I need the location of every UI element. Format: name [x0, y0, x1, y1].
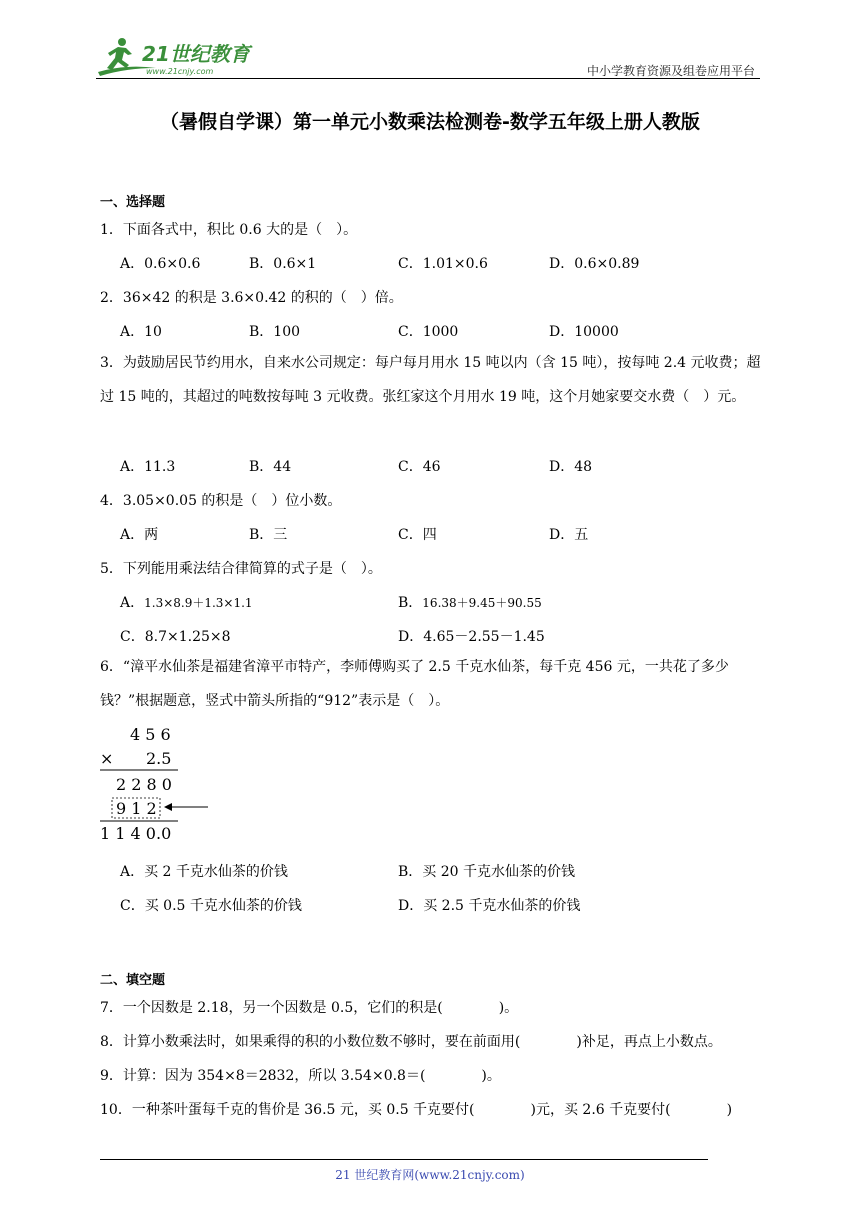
q5-option-d-label: D．	[398, 629, 424, 645]
q8-text: 8．计算小数乘法时，如果乘得的积的小数位数不够时，要在前面用( )补足，再点上小数点。	[100, 1034, 722, 1050]
section-fill-heading: 二、填空题	[100, 973, 166, 988]
section-choice-heading: 一、选择题	[100, 195, 166, 210]
q5-option-b-expr: 16.38＋9.45＋90.55	[422, 596, 542, 610]
q6-option-a: A．买 2 千克水仙茶的价钱	[120, 864, 288, 880]
q1-option-a: A．0.6×0.6	[120, 256, 201, 272]
q5-option-d-expr: 4.65－2.55－1.45	[423, 629, 545, 645]
q4-option-a: A．两	[120, 527, 159, 543]
q5-option-a-expr: 1.3×8.9＋1.3×1.1	[144, 596, 253, 610]
q2-option-a: A．10	[120, 324, 162, 340]
q9-text: 9．计算：因为 354×8＝2832，所以 3.54×0.8＝( )。	[100, 1068, 501, 1084]
q2-option-d: D．10000	[549, 324, 619, 340]
q5-text: 5．下列能用乘法结合律简算的式子是（ ）。	[100, 561, 382, 577]
q2-option-c: C．1000	[398, 324, 459, 340]
q1-text: 1．下面各式中，积比 0.6 大的是（ ）。	[100, 222, 358, 238]
footer-divider	[100, 1159, 708, 1160]
q3-text: 3．为鼓励居民节约用水，自来水公司规定：每户每月用水 15 吨以内（含 15 吨），按每吨 2.4 元收费；超过 15 吨的，其超过的吨数按每吨 3 元收费。张红家这个月用水 19 吨，这个月她家要交水费（ ）元。	[100, 355, 761, 405]
q10-text: 10．一种茶叶蛋每千克的售价是 36.5 元，买 0.5 千克要付( )元，买 2.6 千克要付( )	[100, 1102, 733, 1118]
q6-option-b: B．买 20 千克水仙茶的价钱	[398, 864, 576, 880]
q4-option-b: B．三	[249, 527, 288, 543]
q3-option-c: C．46	[398, 459, 441, 475]
calc-times-sign: ×	[100, 749, 114, 768]
q6-option-d: D．买 2.5 千克水仙茶的价钱	[398, 898, 581, 914]
arrow-left-icon	[164, 803, 208, 811]
q3-option-d: D．48	[549, 459, 593, 475]
q1-option-b: B．0.6×1	[249, 256, 317, 272]
q5-option-b-label: B．	[398, 595, 423, 611]
logo-url: www.21cnjy.com	[146, 67, 214, 76]
q6-option-c: C．买 0.5 千克水仙茶的价钱	[120, 898, 302, 914]
header-platform-text: 中小学教育资源及组卷应用平台	[586, 64, 755, 78]
q5-option-c: C．8.7×1.25×8	[120, 629, 231, 645]
calc-partial-2: 9 1 2	[116, 799, 157, 818]
q5-option-a-label: A．	[120, 595, 145, 611]
footer-text: 21 世纪教育网(www.21cnjy.com)	[335, 1168, 525, 1182]
q4-text: 4．3.05×0.05 的积是（ ）位小数。	[100, 493, 342, 509]
calc-multiplicand: 4 5 6	[130, 725, 171, 744]
q2-option-b: B．100	[249, 324, 301, 340]
logo-text: 21世纪教育	[142, 42, 250, 66]
vertical-multiplication	[98, 722, 222, 844]
calc-product: 1 1 4 0.0	[100, 824, 172, 843]
calc-multiplier: 2.5	[146, 749, 172, 768]
logo	[96, 34, 266, 78]
q3-option-b: B．44	[249, 459, 292, 475]
q4-option-c: C．四	[398, 527, 437, 543]
q6-text: 6．“漳平水仙茶是福建省漳平市特产，李师傅购买了 2.5 千克水仙茶，每千克 456 元，一共花了多少钱？”根据题意，竖式中箭头所指的“912”表示是（ ）。	[100, 659, 729, 709]
q1-option-d: D．0.6×0.89	[549, 256, 640, 272]
q2-text: 2．36×42 的积是 3.6×0.42 的积的（ ）倍。	[100, 290, 403, 306]
page-title: （暑假自学课）第一单元小数乘法检测卷-数学五年级上册人教版	[160, 111, 700, 133]
q5-option-b	[398, 592, 542, 612]
calc-partial-1: 2 2 8 0	[116, 775, 172, 794]
q5-option-a	[120, 592, 253, 612]
header-divider	[96, 78, 760, 79]
q3-option-a: A．11.3	[120, 459, 176, 475]
q5-option-d	[398, 626, 545, 646]
q7-text: 7．一个因数是 2.18，另一个因数是 0.5，它们的积是( )。	[100, 1000, 519, 1016]
q4-option-d: D．五	[549, 527, 589, 543]
q1-option-c: C．1.01×0.6	[398, 256, 488, 272]
